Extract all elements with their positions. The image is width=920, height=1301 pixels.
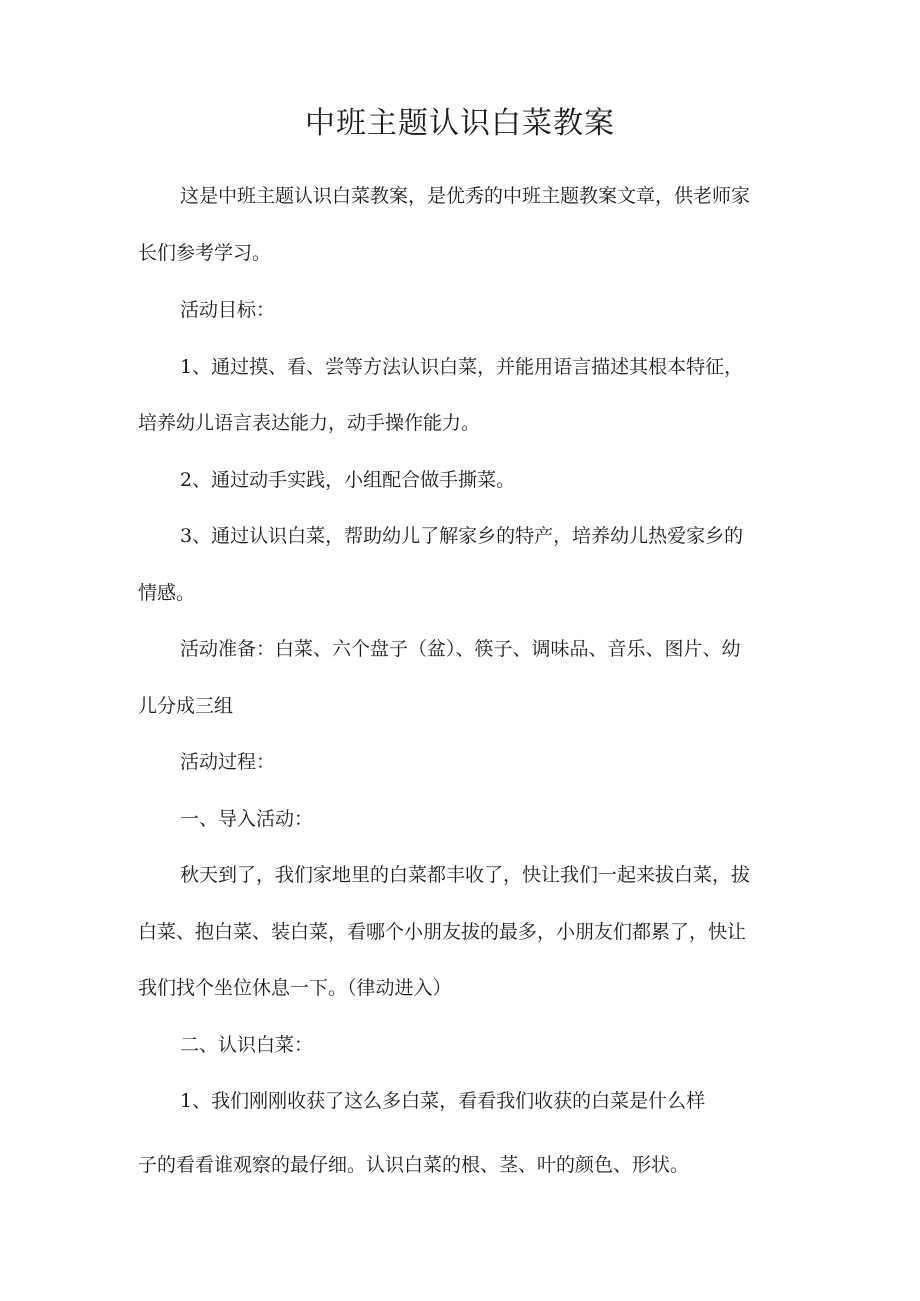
goal-2: 2、通过动手实践，小组配合做手撕菜。 xyxy=(180,469,516,491)
preparation-line-1: 活动准备：白菜、六个盘子（盆）、筷子、调味品、音乐、图片、幼 xyxy=(180,638,741,660)
section-2-heading: 二、认识白菜： xyxy=(180,1034,314,1056)
section-2-item-1-line-1: 1、我们刚刚收获了这么多白菜，看看我们收获的白菜是什么样 xyxy=(180,1090,706,1112)
section-2-item-1-line-2: 子的看看谁观察的最仔细。认识白菜的根、茎、叶的颜色、形状。 xyxy=(138,1154,690,1176)
document-title: 中班主题认识白菜教案 xyxy=(305,106,615,141)
goals-heading: 活动目标： xyxy=(180,299,276,321)
goal-1-line-2: 培养幼儿语言表达能力，动手操作能力。 xyxy=(138,412,481,434)
intro-line-2: 长们参考学习。 xyxy=(138,242,272,264)
process-heading: 活动过程： xyxy=(180,751,276,773)
intro-line-1: 这是中班主题认识白菜教案，是优秀的中班主题教案文章，供老师家 xyxy=(180,185,751,207)
goal-3-line-2: 情感。 xyxy=(138,582,196,604)
goal-3-line-1: 3、通过认识白菜，帮助幼儿了解家乡的特产，培养幼儿热爱家乡的 xyxy=(180,525,744,547)
goal-1-line-1: 1、通过摸、看、尝等方法认识白菜，并能用语言描述其根本特征， xyxy=(180,356,744,378)
section-1-line-1: 秋天到了，我们家地里的白菜都丰收了，快让我们一起来拔白菜，拔 xyxy=(180,864,751,886)
preparation-line-2: 儿分成三组 xyxy=(138,695,234,717)
section-1-line-2: 白菜、抱白菜、装白菜，看哪个小朋友拔的最多，小朋友们都累了，快让 xyxy=(138,921,747,943)
section-1-line-3: 我们找个坐位休息一下。（律动进入） xyxy=(138,977,452,999)
section-1-heading: 一、导入活动： xyxy=(180,808,314,830)
